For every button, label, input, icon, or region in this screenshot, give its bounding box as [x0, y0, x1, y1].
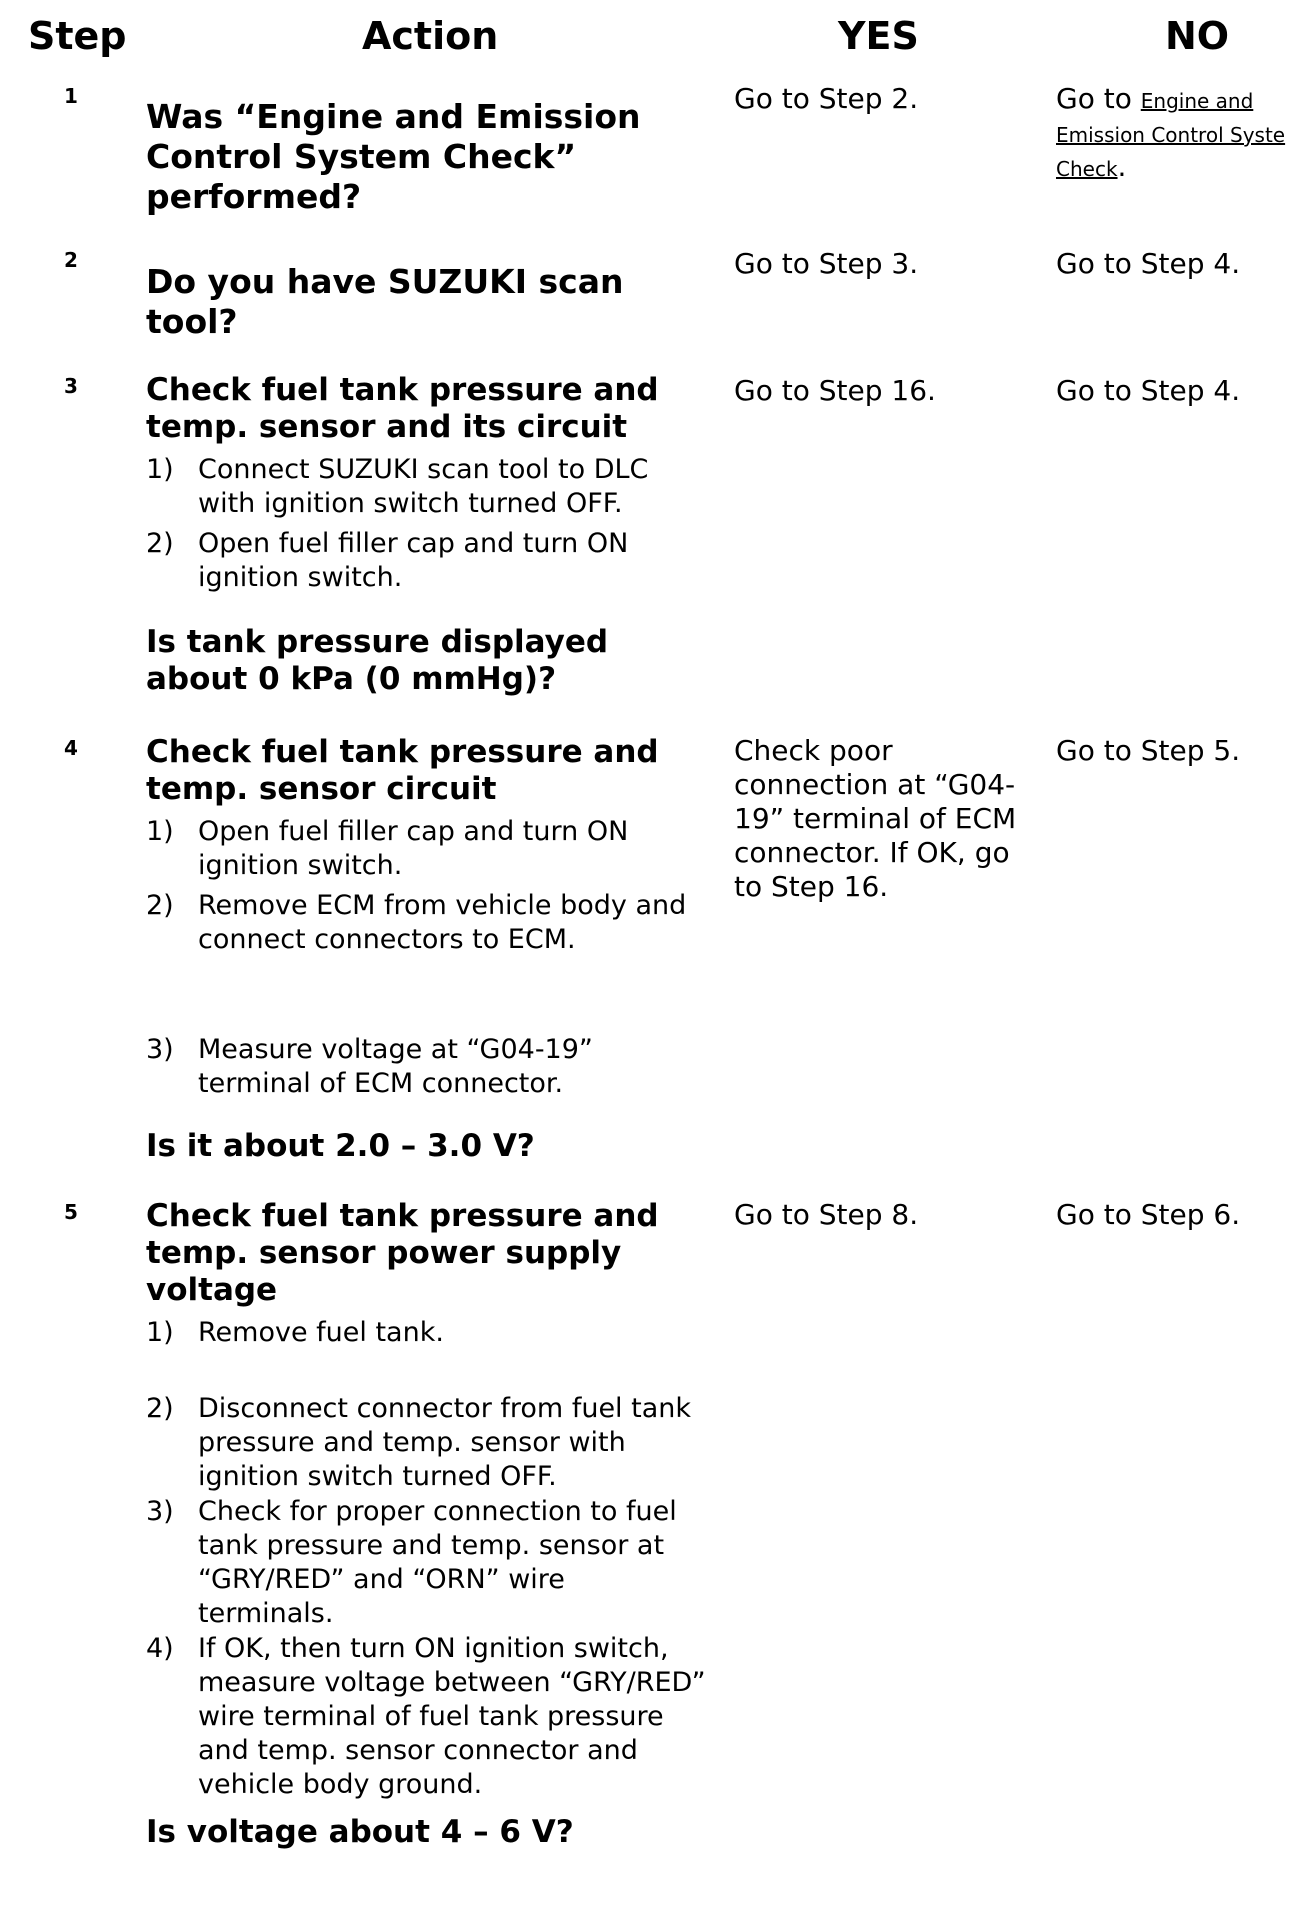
step-number: 1 [64, 84, 78, 108]
header-no: NO [1165, 14, 1230, 58]
step-number: 3 [64, 374, 78, 398]
yes-action: Go to Step 2. [734, 82, 919, 115]
step-number: 2 [64, 248, 78, 272]
step-question: Is it about 2.0 – 3.0 V? [146, 1128, 535, 1164]
substep [146, 1392, 706, 1494]
substep-number: 2) [146, 1393, 174, 1424]
substep-number: 1) [146, 816, 174, 847]
substep-text: Open fuel filler cap and turn ON ignition switch. [198, 528, 629, 593]
substep-number: 4) [146, 1633, 174, 1664]
step-question: Was “Engine and Emission Control System Check” performed? [146, 97, 641, 216]
substep [146, 815, 706, 883]
substep-number: 2) [146, 890, 174, 921]
no-action-suffix: . [1117, 150, 1127, 183]
yes-action: Go to Step 16. [734, 374, 936, 407]
substep [146, 453, 706, 521]
substep-number: 1) [146, 1317, 174, 1348]
step-title: Check fuel tank pressure and temp. sensor power supply voltage [146, 1198, 659, 1308]
substep [146, 1033, 706, 1101]
substep [146, 889, 706, 957]
yes-action: Go to Step 8. [734, 1198, 919, 1231]
substep-number: 2) [146, 528, 174, 559]
substep-number: 1) [146, 454, 174, 485]
step-question: Do you have SUZUKI scan tool? [146, 262, 624, 341]
substep-number: 3) [146, 1034, 174, 1065]
substep-text: Connect SUZUKI scan tool to DLC with ignition switch turned OFF. [198, 454, 649, 519]
no-action: Go to Step 4. [1056, 374, 1241, 407]
yes-action: Check poor connection at “G04-19” terminal of ECM connector. If OK, go to Step 16. [734, 734, 1017, 903]
header-yes: YES [838, 14, 919, 58]
substep [146, 527, 706, 595]
no-action: Go to Step 6. [1056, 1198, 1241, 1231]
step-number: 5 [64, 1200, 78, 1224]
substep-text: Check for proper connection to fuel tank pressure and temp. sensor at “GRY/RED” and “ORN” wire terminals. [198, 1496, 677, 1629]
substep-text: Disconnect connector from fuel tank pressure and temp. sensor with ignition switch turned OFF. [198, 1393, 692, 1492]
step-number: 4 [64, 736, 78, 760]
engine-emission-check-link[interactable]: Engine and Emission Control Syste Check [1056, 89, 1286, 181]
substep [146, 1495, 706, 1631]
substep-text: Remove ECM from vehicle body and connect connectors to ECM. [198, 890, 687, 955]
substep-text: Measure voltage at “G04-19” terminal of ECM connector. [198, 1034, 593, 1099]
substep-text: Open fuel filler cap and turn ON ignition switch. [198, 816, 629, 881]
header-action: Action [362, 14, 499, 58]
step-question: Is voltage about 4 – 6 V? [146, 1814, 574, 1850]
substep [146, 1632, 706, 1802]
no-action-prefix: Go to [1056, 82, 1141, 115]
step-title: Check fuel tank pressure and temp. sensor circuit [146, 734, 659, 807]
header-step: Step [28, 14, 127, 58]
substep-text: If OK, then turn ON ignition switch, measure voltage between “GRY/RED” wire terminal of fuel tank pressure and temp. sensor connector and vehicle body ground. [198, 1633, 706, 1800]
step-question: Is tank pressure displayed about 0 kPa (0 mmHg)? [146, 624, 609, 697]
yes-action: Go to Step 3. [734, 247, 919, 280]
no-action: Go to Step 4. [1056, 247, 1241, 280]
no-action: Go to Step 5. [1056, 734, 1241, 767]
substep [146, 1316, 706, 1350]
substep-number: 3) [146, 1496, 174, 1527]
step-title: Check fuel tank pressure and temp. sensor and its circuit [146, 372, 659, 445]
no-action [1056, 82, 1312, 184]
substep-text: Remove fuel tank. [198, 1317, 444, 1348]
